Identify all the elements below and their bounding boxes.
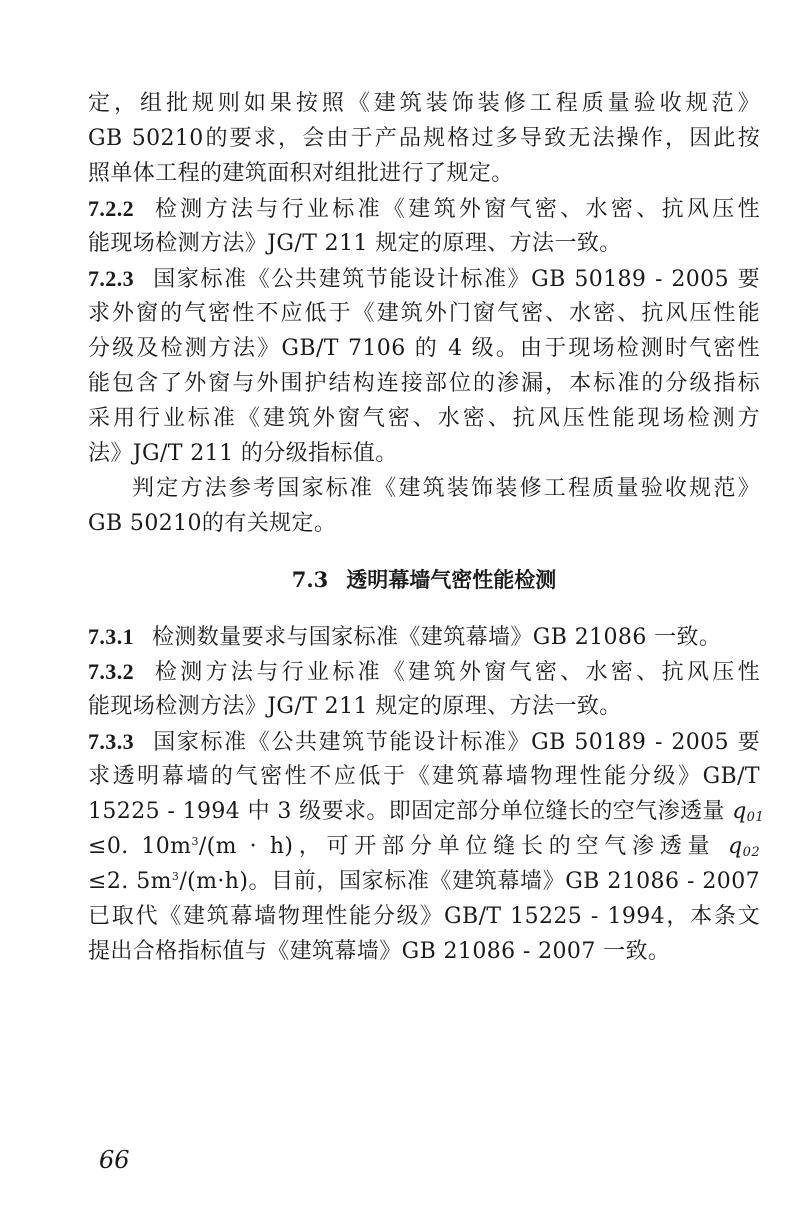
section-title: 透明幕墙气密性能检测 — [346, 567, 557, 592]
text-line: 求透明幕墙的气密性不应低于《建筑幕墙物理性能分级》GB/T — [88, 764, 760, 789]
clause-number: 7.3.2 — [88, 659, 134, 684]
clause-7-2-3 — [88, 261, 760, 471]
text-line: 分级及检测方法》GB/T 7106 的 4 级。由于现场检测时气密性 — [88, 336, 760, 361]
judgment-paragraph — [88, 471, 760, 541]
clause-number: 7.2.3 — [88, 266, 134, 291]
text-line: 国家标准《公共建筑节能设计标准》GB 50189 - 2005 要 — [152, 267, 760, 292]
text-line: 能包含了外窗与外围护结构连接部位的渗漏，本标准的分级指标 — [88, 371, 760, 396]
subscript: 01 — [746, 810, 765, 825]
text-line: 提出合格指标值与《建筑幕墙》GB 21086 - 2007 一致。 — [88, 939, 671, 964]
clause-7-3-2 — [88, 654, 760, 724]
text-line: GB 50210的要求，会由于产品规格过多导致无法操作，因此按 — [88, 126, 760, 151]
text-line: 定，组批规则如果按照《建筑装饰装修工程质量验收规范》 — [88, 91, 760, 116]
text-line: 求外窗的气密性不应低于《建筑外门窗气密、水密、抗风压性能 — [88, 301, 760, 326]
text-line: 已取代《建筑幕墙物理性能分级》GB/T 15225 - 1994，本条文 — [88, 904, 760, 929]
clause-7-2-2 — [88, 191, 760, 261]
clause-7-3-1 — [88, 619, 760, 654]
clause-number: 7.3.3 — [88, 729, 134, 754]
superscript: 3 — [191, 835, 199, 848]
superscript: 3 — [171, 870, 180, 883]
text-line: 法》JG/T 211 的分级指标值。 — [88, 441, 398, 466]
clause-7-3-3 — [88, 724, 765, 969]
clause-number: 7.3.1 — [88, 624, 134, 649]
clause-number: 7.2.2 — [88, 196, 134, 221]
symbol-q: q — [732, 799, 747, 824]
text-line: 检测方法与行业标准《建筑外窗气密、水密、抗风压性 — [152, 660, 760, 685]
paragraph-continuation — [88, 86, 760, 191]
text-line-with-q02: ≤0. $10m^3/(m \cdot h)$，可开部分单位缝长的空气渗透量 $q_{02}$ — [88, 834, 760, 860]
text-line: 判定方法参考国家标准《建筑装饰装修工程质量验收规范》 — [132, 476, 760, 501]
text-line: 照单体工程的建筑面积对组批进行了规定。 — [88, 161, 514, 186]
text-line: 采用行业标准《建筑外窗气密、水密、抗风压性能现场检测方 — [88, 406, 760, 431]
text-line: 检测数量要求与国家标准《建筑幕墙》GB 21086 一致。 — [152, 625, 722, 650]
symbol-q: q — [728, 834, 743, 859]
text-line: ≤2. $5m^3/(m\cdot h)$。目前，国家标准《建筑幕墙》GB 21086 - 2007 — [88, 869, 760, 894]
text-line: 能现场检测方法》JG/T 211 规定的原理、方法一致。 — [88, 231, 622, 256]
subscript: 02 — [742, 845, 760, 860]
text-line: 能现场检测方法》JG/T 211 规定的原理、方法一致。 — [88, 694, 622, 719]
text-line: 国家标准《公共建筑节能设计标准》GB 50189 - 2005 要 — [152, 730, 760, 755]
text-line: 检测方法与行业标准《建筑外窗气密、水密、抗风压性 — [152, 197, 760, 222]
text-line-with-q01: 15225 - 1994 中 3 级要求。即固定部分单位缝长的空气渗透量 $q_{01}$ — [88, 799, 765, 825]
document-page — [88, 86, 765, 969]
page-number: 66 — [99, 1146, 130, 1174]
text-line: GB 50210的有关规定。 — [88, 511, 337, 536]
section-number: 7.3 — [291, 567, 329, 592]
section-heading — [88, 562, 760, 597]
